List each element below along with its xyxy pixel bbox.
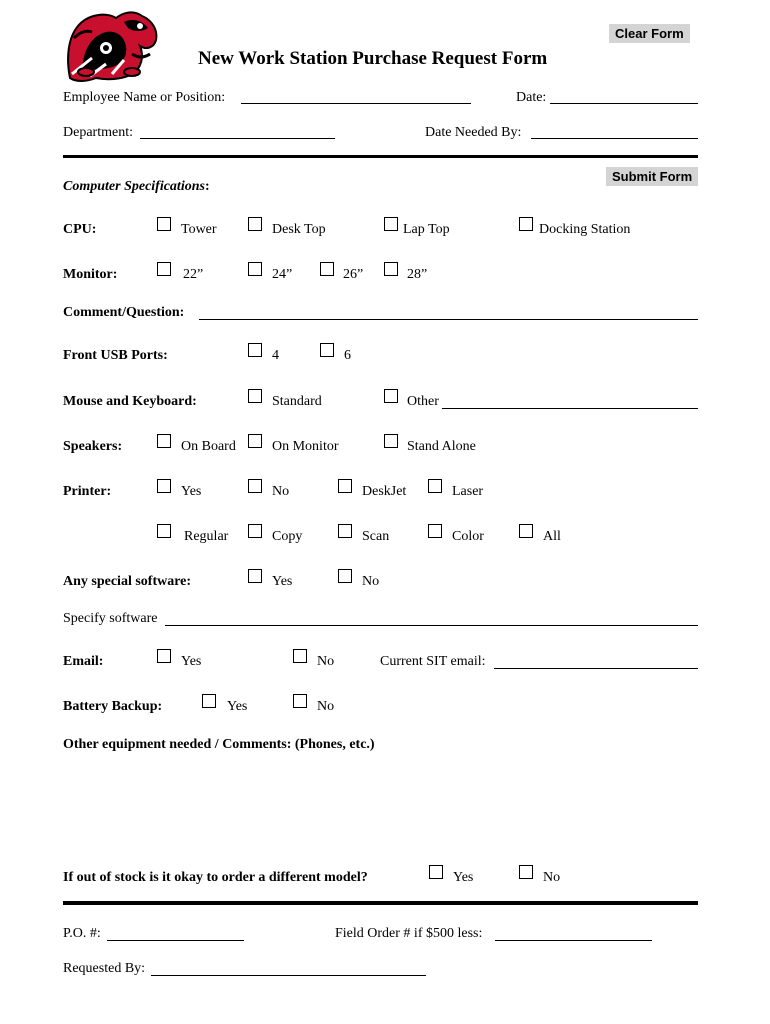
cpu-desktop-checkbox[interactable]: [248, 217, 262, 231]
field-order-label: Field Order # if $500 less:: [335, 926, 483, 941]
printer-label: Printer:: [63, 484, 112, 499]
mouse-other-label: Other: [407, 394, 439, 409]
other-equipment-label: Other equipment needed / Comments: (Phones, etc.): [63, 737, 375, 752]
speakers-onboard-checkbox[interactable]: [157, 434, 171, 448]
po-label: P.O. #:: [63, 926, 101, 941]
email-yes-label: Yes: [181, 654, 202, 669]
current-email-field[interactable]: [494, 654, 698, 669]
cpu-laptop-checkbox[interactable]: [384, 217, 398, 231]
software-no-label: No: [362, 574, 380, 589]
monitor-28-label: 28”: [407, 267, 428, 282]
specs-heading: [63, 179, 210, 195]
speakers-standalone-checkbox[interactable]: [384, 434, 398, 448]
specs-heading-text: Computer Specifications: [63, 179, 205, 194]
printer-scan-checkbox[interactable]: [338, 524, 352, 538]
usb-6-label: 6: [344, 348, 351, 363]
specify-software-label: Specify software: [63, 611, 158, 626]
monitor-24-label: 24”: [272, 267, 293, 282]
monitor-label: Monitor:: [63, 267, 118, 282]
printer-scan-label: Scan: [362, 529, 390, 544]
printer-regular-checkbox[interactable]: [157, 524, 171, 538]
usb-6-checkbox[interactable]: [320, 343, 334, 357]
date-needed-label: Date Needed By:: [425, 125, 522, 140]
email-no-checkbox[interactable]: [293, 649, 307, 663]
specify-software-field[interactable]: [165, 611, 698, 626]
printer-laser-checkbox[interactable]: [428, 479, 442, 493]
printer-copy-label: Copy: [272, 529, 303, 544]
requested-by-field[interactable]: [151, 961, 426, 976]
monitor-28-checkbox[interactable]: [384, 262, 398, 276]
email-no-label: No: [317, 654, 335, 669]
tribal-logo: [62, 8, 162, 84]
speakers-onmonitor-label: On Monitor: [272, 439, 339, 454]
mouse-standard-label: Standard: [272, 394, 322, 409]
battery-no-label: No: [317, 699, 335, 714]
cpu-label: CPU:: [63, 222, 97, 237]
page-title: New Work Station Purchase Request Form: [198, 48, 548, 69]
department-field[interactable]: [140, 124, 335, 139]
other-equipment-field[interactable]: [63, 757, 698, 857]
monitor-26-checkbox[interactable]: [320, 262, 334, 276]
current-email-label: Current SIT email:: [380, 654, 486, 669]
usb-label: Front USB Ports:: [63, 348, 168, 363]
speakers-onmonitor-checkbox[interactable]: [248, 434, 262, 448]
cpu-tower-checkbox[interactable]: [157, 217, 171, 231]
department-label: Department:: [63, 125, 133, 140]
cpu-docking-checkbox[interactable]: [519, 217, 533, 231]
battery-no-checkbox[interactable]: [293, 694, 307, 708]
software-label: Any special software:: [63, 574, 192, 589]
battery-yes-label: Yes: [227, 699, 248, 714]
speakers-standalone-label: Stand Alone: [407, 439, 476, 454]
clear-form-button[interactable]: Clear Form: [609, 24, 690, 43]
monitor-22-label: 22”: [183, 267, 204, 282]
cpu-tower-label: Tower: [181, 222, 217, 237]
field-order-field[interactable]: [495, 926, 652, 941]
monitor-26-label: 26”: [343, 267, 364, 282]
stock-no-label: No: [543, 870, 561, 885]
printer-yes-label: Yes: [181, 484, 202, 499]
software-no-checkbox[interactable]: [338, 569, 352, 583]
date-needed-field[interactable]: [531, 124, 698, 139]
employee-field[interactable]: [241, 89, 471, 104]
battery-label: Battery Backup:: [63, 699, 163, 714]
cpu-laptop-label: Lap Top: [403, 222, 450, 237]
stock-yes-checkbox[interactable]: [429, 865, 443, 879]
monitor-24-checkbox[interactable]: [248, 262, 262, 276]
printer-color-checkbox[interactable]: [428, 524, 442, 538]
mouse-other-checkbox[interactable]: [384, 389, 398, 403]
usb-4-checkbox[interactable]: [248, 343, 262, 357]
date-label: Date:: [516, 90, 547, 105]
printer-all-label: All: [543, 529, 561, 544]
submit-form-button[interactable]: Submit Form: [606, 167, 698, 186]
printer-copy-checkbox[interactable]: [248, 524, 262, 538]
mouse-other-field[interactable]: [442, 394, 698, 409]
software-yes-label: Yes: [272, 574, 293, 589]
speakers-onboard-label: On Board: [181, 439, 236, 454]
specs-heading-colon: :: [204, 179, 210, 194]
email-label: Email:: [63, 654, 104, 669]
po-field[interactable]: [107, 926, 244, 941]
battery-yes-checkbox[interactable]: [202, 694, 216, 708]
printer-laser-label: Laser: [452, 484, 484, 499]
cpu-desktop-label: Desk Top: [272, 222, 326, 237]
usb-4-label: 4: [272, 348, 279, 363]
monitor-22-checkbox[interactable]: [157, 262, 171, 276]
printer-regular-label: Regular: [184, 529, 229, 544]
mouse-standard-checkbox[interactable]: [248, 389, 262, 403]
printer-deskjet-label: DeskJet: [362, 484, 407, 499]
printer-no-label: No: [272, 484, 290, 499]
comment-field[interactable]: [199, 305, 698, 320]
speakers-label: Speakers:: [63, 439, 123, 454]
email-yes-checkbox[interactable]: [157, 649, 171, 663]
divider-bottom: [63, 901, 698, 905]
date-field[interactable]: [550, 89, 698, 104]
employee-label: Employee Name or Position:: [63, 90, 226, 105]
stock-no-checkbox[interactable]: [519, 865, 533, 879]
printer-deskjet-checkbox[interactable]: [338, 479, 352, 493]
printer-all-checkbox[interactable]: [519, 524, 533, 538]
divider-top: [63, 155, 698, 158]
printer-color-label: Color: [452, 529, 484, 544]
mouse-label: Mouse and Keyboard:: [63, 394, 197, 409]
stock-yes-label: Yes: [453, 870, 474, 885]
requested-by-label: Requested By:: [63, 961, 146, 976]
printer-no-checkbox[interactable]: [248, 479, 262, 493]
software-yes-checkbox[interactable]: [248, 569, 262, 583]
comment-label: Comment/Question:: [63, 305, 185, 320]
stock-label: If out of stock is it okay to order a different model?: [63, 870, 368, 885]
cpu-docking-label: Docking Station: [539, 222, 631, 237]
printer-yes-checkbox[interactable]: [157, 479, 171, 493]
